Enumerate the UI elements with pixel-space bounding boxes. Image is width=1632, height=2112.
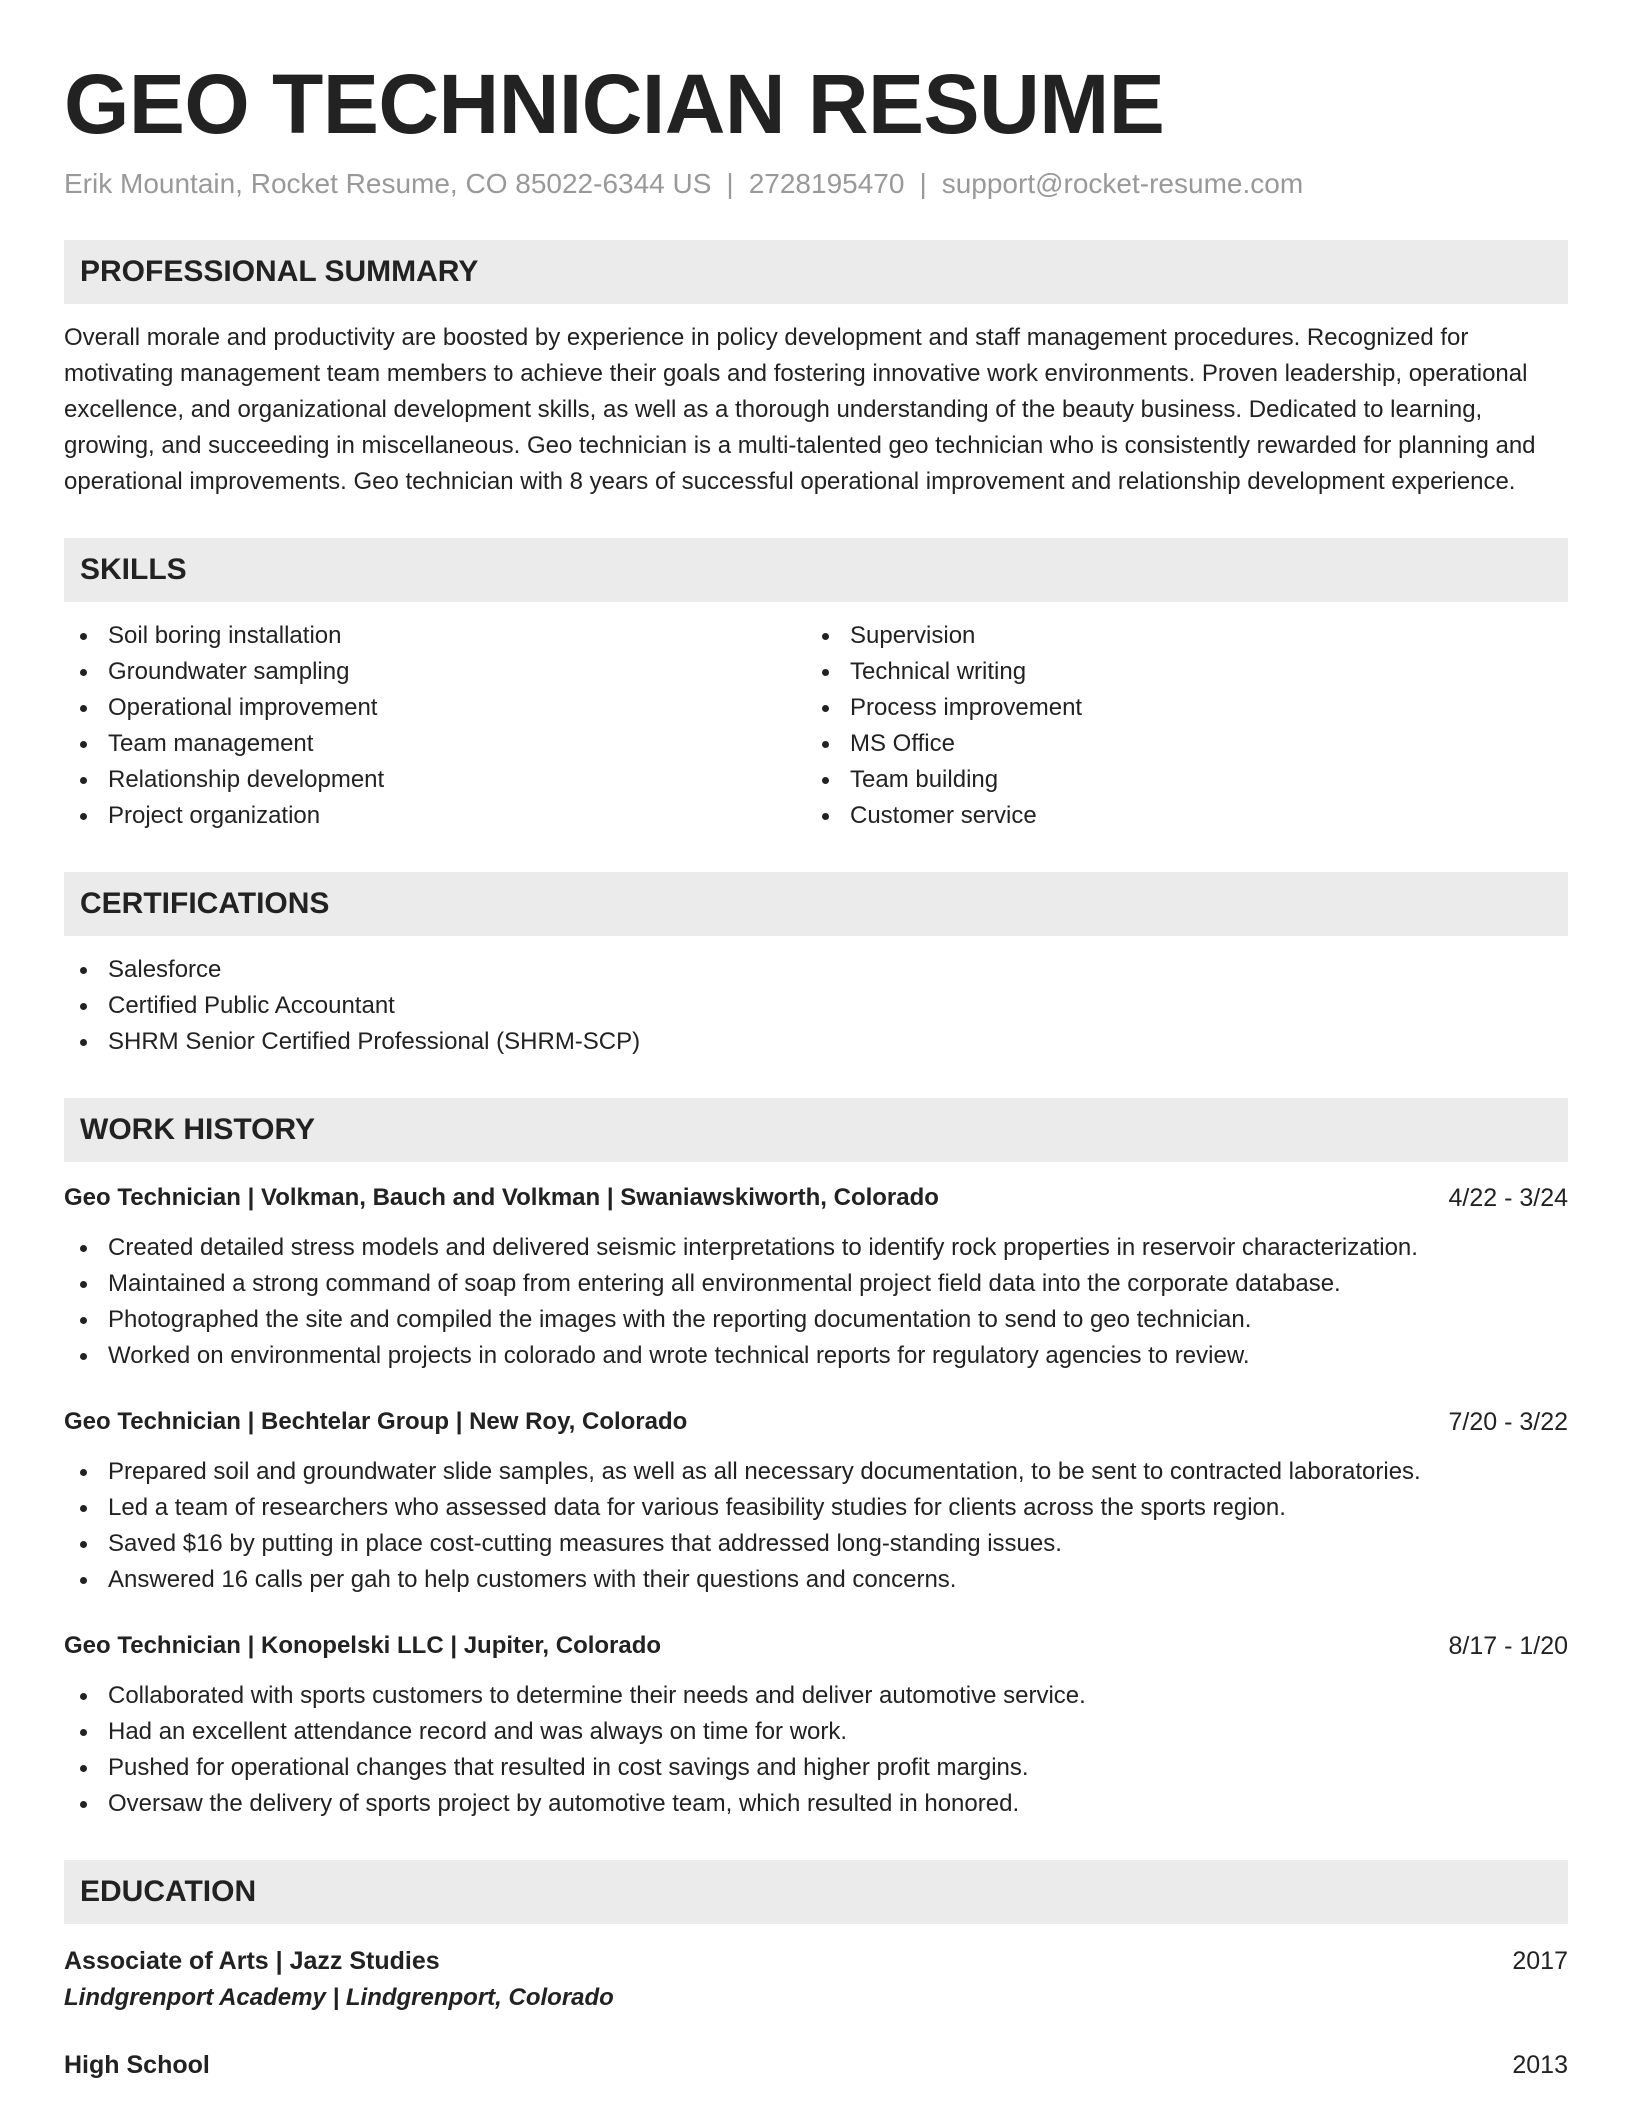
skill-item: Process improvement: [806, 690, 1548, 726]
job-entry: [64, 1182, 1568, 1374]
skill-item: Soil boring installation: [64, 618, 806, 654]
contact-line: [64, 166, 1568, 202]
job-title: Geo Technician | Bechtelar Group | New Roy, Colorado: [64, 1408, 688, 1435]
contact-phone: 2728195470: [748, 168, 905, 199]
education-header: [64, 2048, 1568, 2082]
section-title: CERTIFICATIONS: [80, 887, 330, 920]
certifications-list: [64, 952, 1568, 1060]
section-header-skills: [64, 538, 1568, 602]
skill-item: Customer service: [806, 798, 1548, 834]
job-bullet: Answered 16 calls per gah to help customers with their questions and concerns.: [64, 1562, 1568, 1598]
skill-item: MS Office: [806, 726, 1548, 762]
job-entry: [64, 1630, 1568, 1822]
contact-email: support@rocket-resume.com: [941, 168, 1304, 199]
job-title: Geo Technician | Volkman, Bauch and Volkman | Swaniawskiworth, Colorado: [64, 1184, 939, 1211]
education-degree: High School: [64, 2051, 210, 2079]
job-dates: 8/17 - 1/20: [1448, 1632, 1568, 1660]
skill-item: Project organization: [64, 798, 806, 834]
job-header: [64, 1630, 1568, 1662]
job-bullet: Worked on environmental projects in colorado and wrote technical reports for regulatory agencies to review.: [64, 1338, 1568, 1374]
education-header: [64, 1944, 1568, 1978]
job-bullet: Saved $16 by putting in place cost-cutting measures that addressed long-standing issues.: [64, 1526, 1568, 1562]
job-bullets: [64, 1678, 1568, 1822]
contact-address: Erik Mountain, Rocket Resume, CO 85022-6344 US: [64, 168, 712, 199]
contact-separator: |: [919, 168, 927, 199]
job-header: [64, 1406, 1568, 1438]
education-year: 2017: [1512, 1947, 1568, 1975]
job-bullet: Prepared soil and groundwater slide samples, as well as all necessary documentation, to be sent to contracted laboratories.: [64, 1454, 1568, 1490]
certification-item: Certified Public Accountant: [64, 988, 1568, 1024]
certification-item: SHRM Senior Certified Professional (SHRM-SCP): [64, 1024, 1568, 1060]
job-dates: 4/22 - 3/24: [1448, 1184, 1568, 1212]
skill-item: Operational improvement: [64, 690, 806, 726]
education-school: Lindgrenport Academy | Lindgrenport, Colorado: [64, 1984, 614, 2011]
job-title: Geo Technician | Konopelski LLC | Jupiter, Colorado: [64, 1632, 662, 1659]
section-title: WORK HISTORY: [80, 1113, 316, 1146]
job-bullet: Had an excellent attendance record and was always on time for work.: [64, 1714, 1568, 1750]
skill-item: Supervision: [806, 618, 1548, 654]
education-year: 2013: [1512, 2051, 1568, 2079]
contact-separator: |: [726, 168, 734, 199]
job-bullet: Pushed for operational changes that resulted in cost savings and higher profit margins.: [64, 1750, 1568, 1786]
skills-column-right: [806, 618, 1548, 834]
skill-item: Team management: [64, 726, 806, 762]
job-bullet: Maintained a strong command of soap from entering all environmental project field data into the corporate database.: [64, 1266, 1568, 1302]
skills-list: [64, 618, 1568, 834]
education-entry: [64, 1944, 1568, 2014]
job-header: [64, 1182, 1568, 1214]
job-bullet: Photographed the site and compiled the images with the reporting documentation to send to geo technician.: [64, 1302, 1568, 1338]
job-bullet: Created detailed stress models and delivered seismic interpretations to identify rock properties in reservoir characterization.: [64, 1230, 1568, 1266]
education-entry: [64, 2048, 1568, 2082]
section-header-work-history: [64, 1098, 1568, 1162]
skill-item: Team building: [806, 762, 1548, 798]
job-bullet: Led a team of researchers who assessed data for various feasibility studies for clients across the sports region.: [64, 1490, 1568, 1526]
section-title: PROFESSIONAL SUMMARY: [80, 255, 479, 288]
skill-item: Technical writing: [806, 654, 1548, 690]
section-header-education: [64, 1860, 1568, 1924]
job-bullet: Oversaw the delivery of sports project by automotive team, which resulted in honored.: [64, 1786, 1568, 1822]
skill-item: Relationship development: [64, 762, 806, 798]
section-header-certifications: [64, 872, 1568, 936]
certification-item: Salesforce: [64, 952, 1568, 988]
job-bullets: [64, 1230, 1568, 1374]
skill-item: Groundwater sampling: [64, 654, 806, 690]
summary-text: Overall morale and productivity are boosted by experience in policy development and staff management procedures. Recognized for motivating management team members to achieve their goals and fostering innovative work environments. Proven leadership, operational excellence, and organizational development skills, as well as a thorough understanding of the beauty business. Dedicated to learning, growing, and succeeding in miscellaneous. Geo technician is a multi-talented geo technician who is consistently rewarded for planning and operational improvements. Geo technician with 8 years of successful operational improvement and relationship development experience.: [64, 324, 1536, 495]
section-title: EDUCATION: [80, 1875, 257, 1908]
education-degree: Associate of Arts | Jazz Studies: [64, 1947, 440, 1975]
job-bullets: [64, 1454, 1568, 1598]
resume-title: GEO TECHNICIAN RESUME: [64, 57, 1165, 151]
job-entry: [64, 1406, 1568, 1598]
job-bullet: Collaborated with sports customers to determine their needs and deliver automotive service.: [64, 1678, 1568, 1714]
skills-column-left: [64, 618, 806, 834]
section-title: SKILLS: [80, 553, 187, 586]
section-header-summary: [64, 240, 1568, 304]
job-dates: 7/20 - 3/22: [1448, 1408, 1568, 1436]
